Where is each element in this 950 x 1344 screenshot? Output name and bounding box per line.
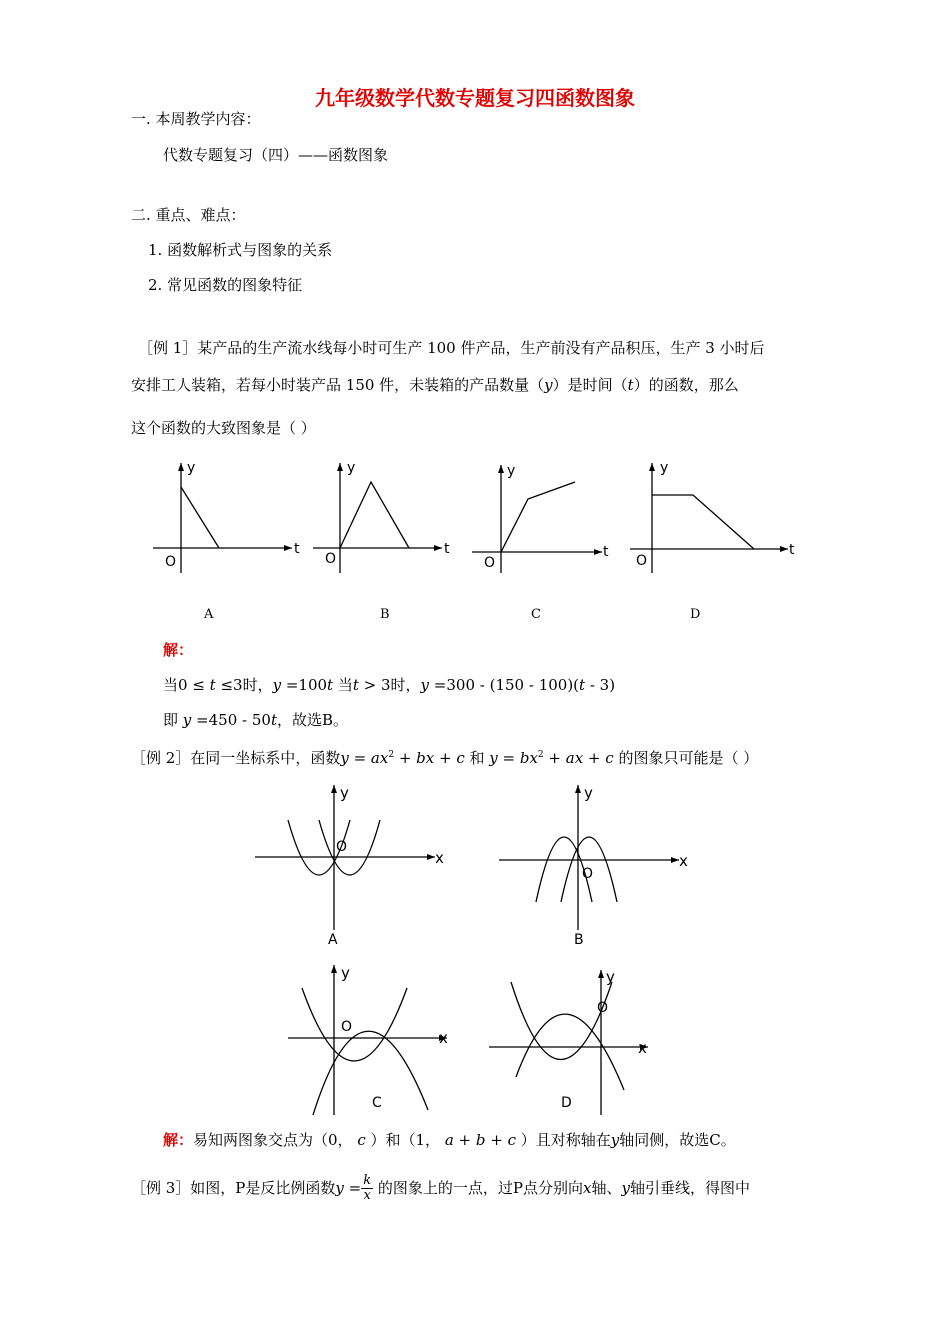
svg-text:x: x xyxy=(435,849,444,867)
fraction-k-over-x: $\frac{k}{x}$ xyxy=(363,1173,372,1204)
section2-item-1: 1. 函数解析式与图象的关系 xyxy=(148,241,333,259)
svg-text:t: t xyxy=(789,542,795,558)
section1-heading: 一. 本周教学内容： xyxy=(131,110,261,128)
example1-graph-d xyxy=(625,455,800,575)
svg-text:x: x xyxy=(439,1029,448,1047)
svg-text:O: O xyxy=(341,1019,353,1035)
svg-text:y: y xyxy=(187,460,196,476)
svg-text:y: y xyxy=(347,460,356,476)
example2-graph-b xyxy=(496,780,696,955)
svg-text:y: y xyxy=(660,460,669,476)
svg-text:O: O xyxy=(636,553,648,569)
example1-label-d: D xyxy=(690,607,701,622)
example2-label-b: B xyxy=(574,932,584,948)
example2-question: ［例 2］在同一坐标系中，函数$y = ax^2$ + bx + c 和 $y = bx^2$ + ax + c 的图象只可能是（ ） xyxy=(131,749,759,767)
svg-text:t: t xyxy=(603,544,609,560)
page-title: 九年级数学代数专题复习四函数图象 xyxy=(315,86,635,110)
svg-text:y: y xyxy=(584,784,593,802)
svg-text:O: O xyxy=(484,555,496,571)
example1-line3: 这个函数的大致图象是（ ） xyxy=(131,419,316,437)
example2-label-c: C xyxy=(372,1095,382,1111)
example1-graph-a xyxy=(145,455,305,575)
example1-solution-label: 解： xyxy=(163,641,194,659)
svg-text:t: t xyxy=(444,541,450,557)
svg-text:O: O xyxy=(336,839,348,855)
section1-content: 代数专题复习（四）——函数图象 xyxy=(163,146,389,164)
example2-graph-d xyxy=(486,965,666,1125)
svg-text:x: x xyxy=(679,852,688,870)
example2-graph-a xyxy=(252,780,452,955)
example1-graph-b xyxy=(305,455,465,575)
example1-line1: ［例 1］某产品的生产流水线每小时可生产 100 件产品，生产前没有产品积压，生产 3 小时后 xyxy=(138,339,765,357)
example1-graph-c xyxy=(468,455,628,575)
svg-text:t: t xyxy=(294,541,300,557)
example1-label-c: C xyxy=(531,607,541,622)
svg-text:y: y xyxy=(340,784,349,802)
example1-solution-line2: 即 y =450 - 50t，故选B。 xyxy=(163,711,348,729)
example3-question: ［例 3］如图，P是反比例函数y = $\frac{k}{x}$ 的图象上的一点，过P点分别向x轴、y轴引垂线，得图中 xyxy=(131,1173,750,1204)
svg-text:O: O xyxy=(597,1000,609,1016)
svg-text:x: x xyxy=(638,1039,647,1057)
example2-solution: 解：易知两图象交点为（0， c ）和（1， a + b + c ）且对称轴在y轴同侧，故选C。 xyxy=(163,1131,736,1149)
example2-label-a: A xyxy=(328,932,338,948)
section2-item-2: 2. 常见函数的图象特征 xyxy=(148,276,303,294)
svg-text:O: O xyxy=(325,551,337,567)
section2-heading: 二. 重点、难点： xyxy=(131,206,246,224)
svg-text:O: O xyxy=(582,866,594,882)
example2-label-d: D xyxy=(561,1095,572,1111)
example1-label-b: B xyxy=(380,607,390,622)
example1-solution-line1: 当0 ≤ t ≤3时，y =100t 当t > 3时，y =300 - (150 - 100)(t - 3) xyxy=(163,676,616,694)
svg-text:y: y xyxy=(341,964,350,982)
svg-text:O: O xyxy=(165,554,177,570)
svg-text:y: y xyxy=(606,968,615,986)
svg-text:y: y xyxy=(507,463,516,479)
example1-label-a: A xyxy=(204,607,214,622)
example1-line2: 安排工人装箱，若每小时装产品 150 件，未装箱的产品数量（y）是时间（t）的函数，那么 xyxy=(131,376,739,394)
